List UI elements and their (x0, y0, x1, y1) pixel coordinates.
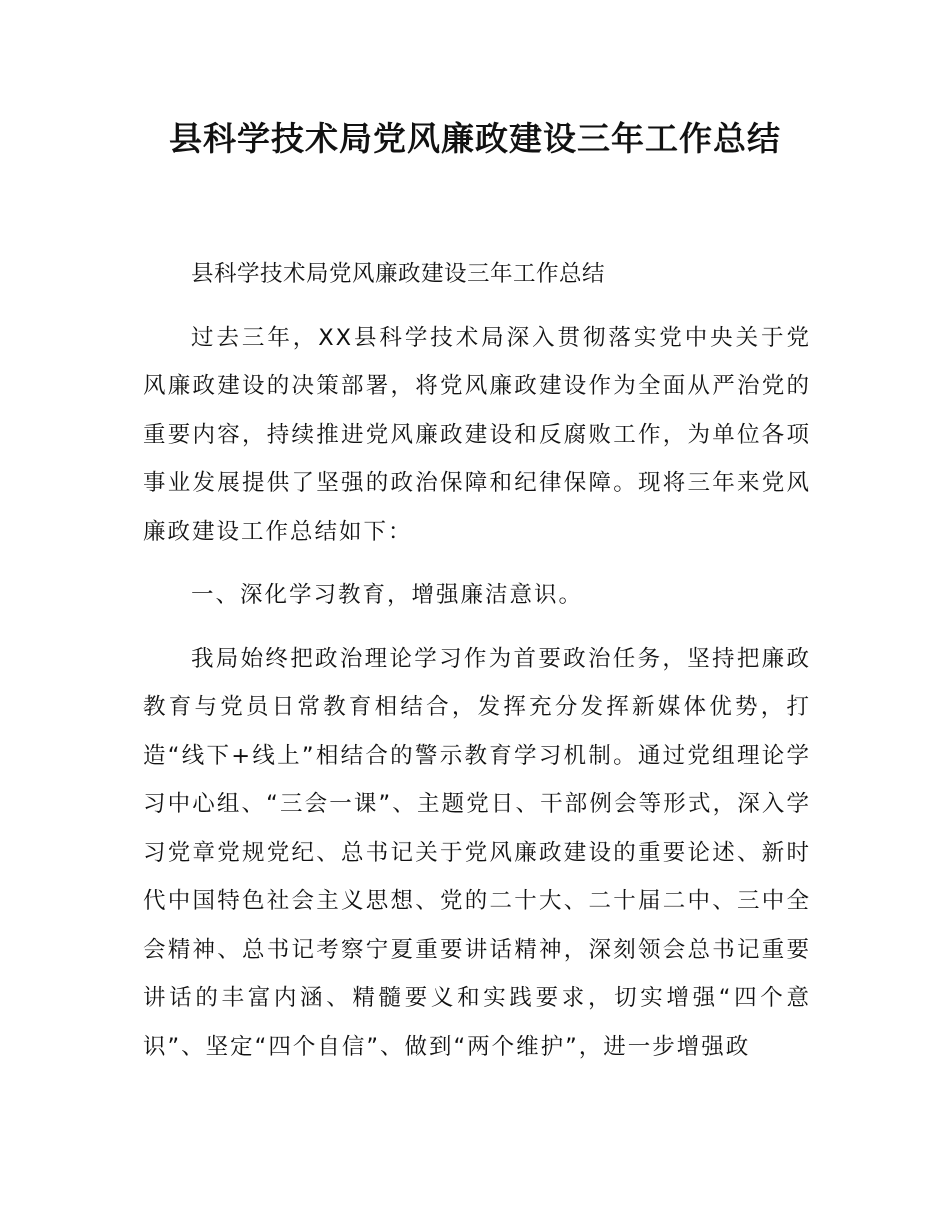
section-heading-1: 一、深化学习教育，增强廉洁意识。 (191, 582, 584, 608)
paragraph-section-1: 我局始终把政治理论学习作为首要政治任务，坚持把廉政教育与党员日常教育相结合，发挥充分发挥新媒体优势，打造“线下+线上”相结合的警示教育学习机制。通过党组理论学习中心组、“三会一课”、主题党日、干部例会等形式，深入学习党章党规党纪、总书记关于党风廉政建设的重要论述、新时代中国特色社会主义思想、党的二十大、二十届二中、三中全会精神、总书记考察宁夏重要讲话精神，深刻领会总书记重要讲话的丰富内涵、精髓要义和实践要求，切实增强“四个意识”、坚定“四个自信”、做到“两个维护”，进一步增强政 (143, 645, 811, 1060)
document-title: 县科学技术局党风廉政建设三年工作总结 (169, 119, 781, 158)
document-body (143, 250, 811, 1086)
paragraph-intro: 过去三年，XX县科学技术局深入贯彻落实党中央关于党风廉政建设的决策部署，将党风廉政建设作为全面从严治党的重要内容，持续推进党风廉政建设和反腐败工作，为单位各项事业发展提供了坚强的政治保障和纪律保障。现将三年来党风廉政建设工作总结如下： (143, 324, 811, 545)
document-subtitle: 县科学技术局党风廉政建设三年工作总结 (191, 261, 606, 287)
